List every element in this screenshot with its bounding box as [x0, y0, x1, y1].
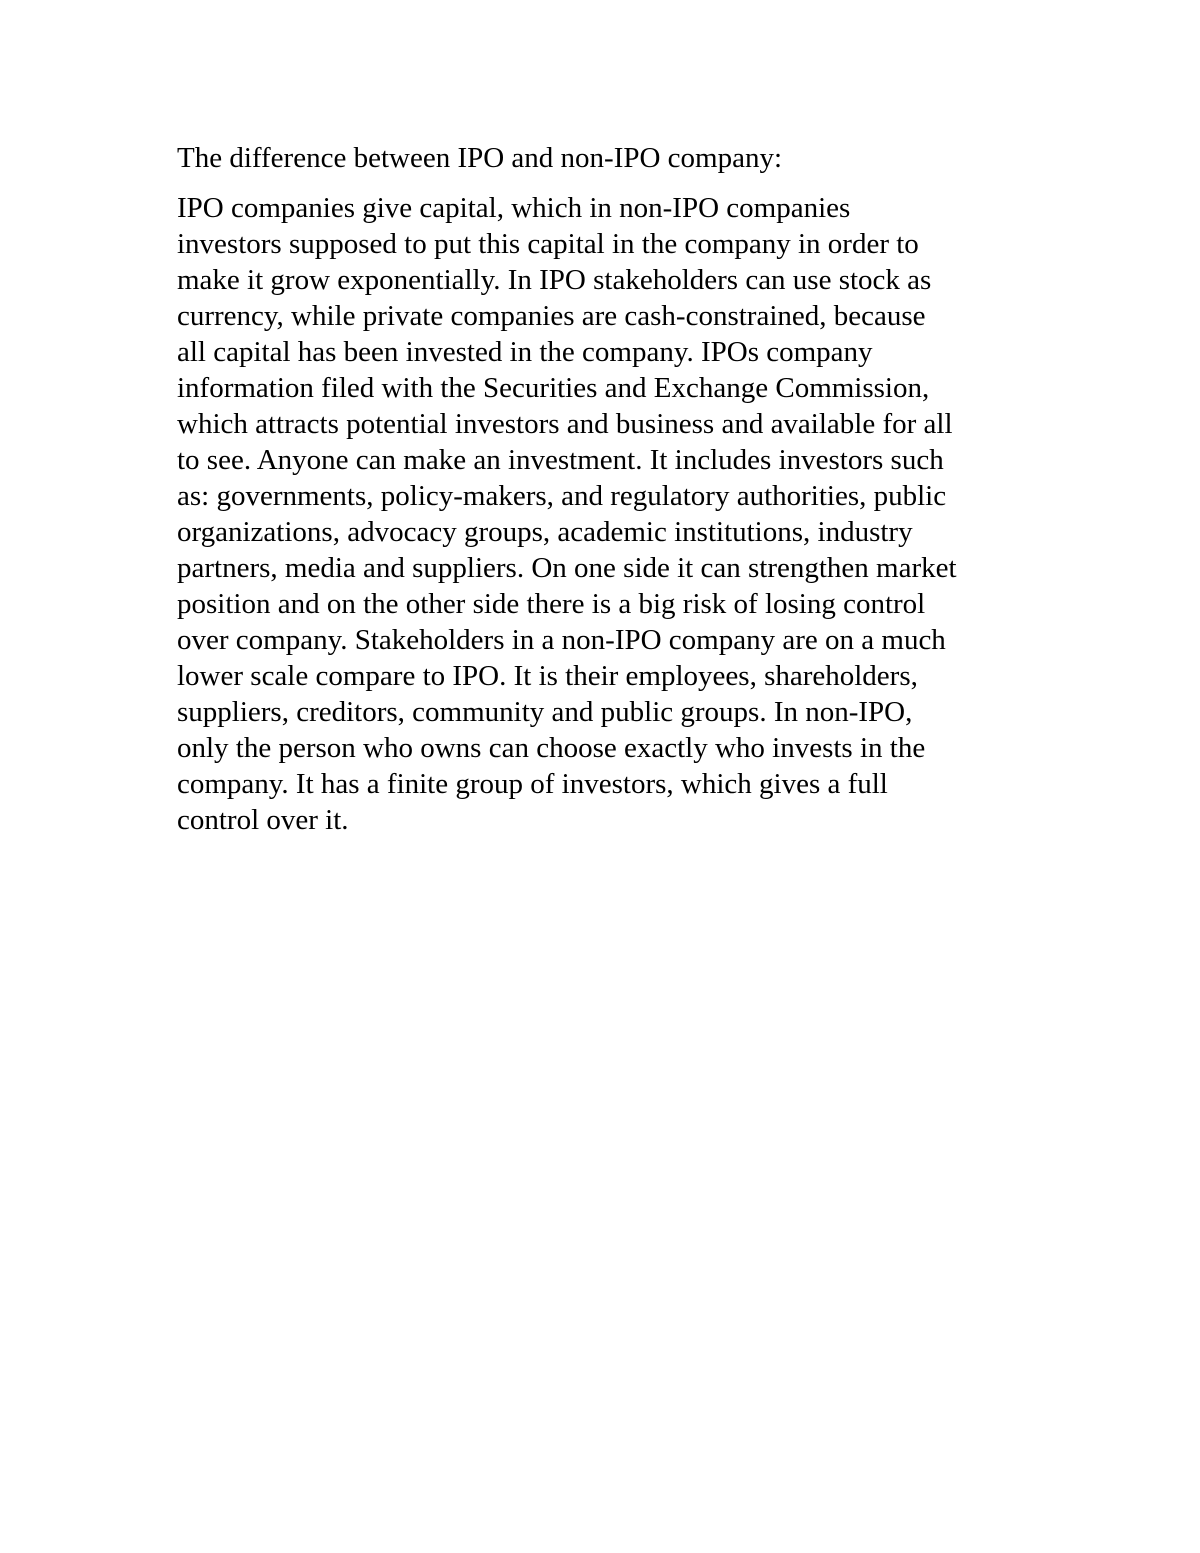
document-title: The difference between IPO and non-IPO company: — [177, 142, 783, 174]
body-line: partners, media and suppliers. On one side it can strengthen market — [177, 552, 957, 584]
body-line: over company. Stakeholders in a non-IPO company are on a much — [177, 624, 946, 656]
body-line: organizations, advocacy groups, academic institutions, industry — [177, 516, 913, 548]
body-line: information filed with the Securities and Exchange Commission, — [177, 372, 930, 404]
body-line: all capital has been invested in the company. IPOs company — [177, 336, 873, 368]
body-line: to see. Anyone can make an investment. It includes investors such — [177, 444, 944, 476]
body-line: make it grow exponentially. In IPO stakeholders can use stock as — [177, 264, 932, 296]
body-line: suppliers, creditors, community and public groups. In non-IPO, — [177, 696, 913, 728]
body-line: control over it. — [177, 804, 349, 836]
body-line: currency, while private companies are cash-constrained, because — [177, 300, 926, 332]
document-body — [177, 190, 1037, 838]
document-content — [177, 140, 1037, 838]
body-line: as: governments, policy-makers, and regulatory authorities, public — [177, 480, 947, 512]
body-line: position and on the other side there is a big risk of losing control — [177, 588, 926, 620]
body-line: which attracts potential investors and business and available for all — [177, 408, 953, 440]
body-line: investors supposed to put this capital in the company in order to — [177, 228, 919, 260]
body-line: only the person who owns can choose exactly who invests in the — [177, 732, 926, 764]
body-line: lower scale compare to IPO. It is their employees, shareholders, — [177, 660, 918, 692]
body-line: IPO companies give capital, which in non-IPO companies — [177, 192, 851, 224]
body-line: company. It has a finite group of investors, which gives a full — [177, 768, 888, 800]
